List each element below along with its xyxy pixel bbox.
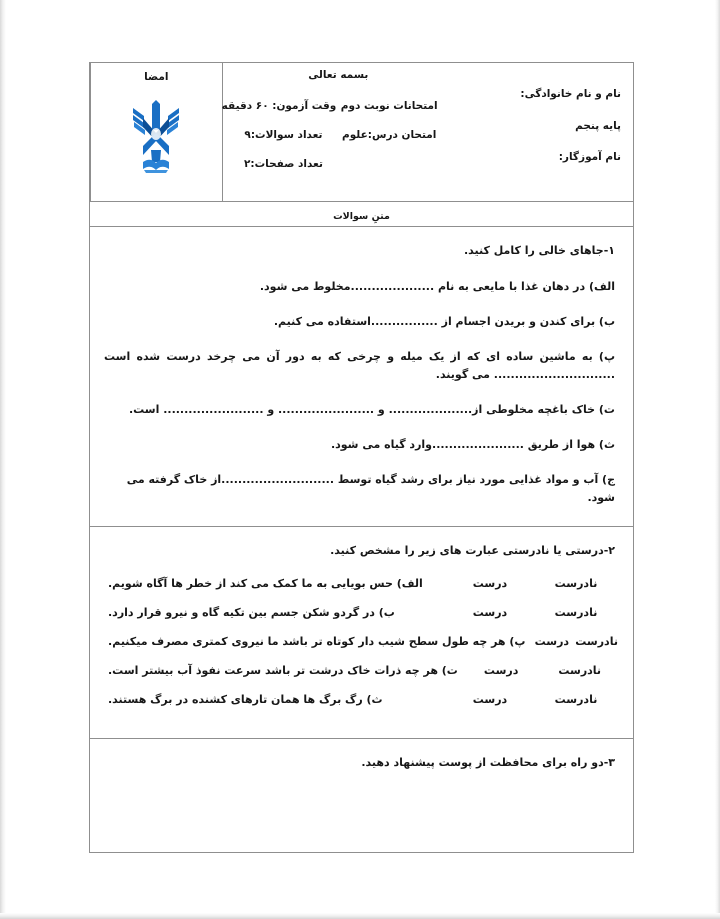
questions-band-label: متنِ سوالات	[333, 211, 390, 222]
field-full-name: نام و نام خانوادگی:	[520, 88, 621, 100]
question-3-block	[90, 739, 633, 852]
question-1-item-c: پ) به ماشین ساده ای که از یک میله و چرخی که به دور آن می چرخد درست شده است ............................. می گویند.	[104, 349, 615, 381]
question-1-item-b: ب) برای کندن و بریدن اجسام از ................استفاده می کنیم.	[273, 314, 615, 328]
page-edge-left	[0, 0, 6, 919]
question-2-a-false-option[interactable]: نادرست	[554, 577, 598, 591]
question-2-row-d	[104, 664, 619, 677]
question-2-row-e	[104, 693, 619, 706]
question-2-a-true-option[interactable]: درست	[472, 577, 508, 591]
question-2-statement-d: ت) هر چه ذرات خاک درشت تر باشد سرعت نفوذ آب بیشتر است.	[108, 664, 458, 678]
signature-column	[90, 63, 222, 201]
field-teacher-name: نام آموزگار:	[558, 151, 621, 163]
question-2-block	[90, 527, 633, 740]
question-2-c-false-option[interactable]: نادرست	[575, 635, 618, 649]
question-2-c-true-option[interactable]: درست	[534, 635, 570, 649]
question-2-row-a	[104, 577, 619, 590]
question-2-statement-c: پ) هر چه طول سطح شیب دار کوتاه تر باشد ما نیروی کمتری مصرف میکنیم.	[108, 635, 526, 649]
meta-term-label: امتحانات نوبت دوم	[340, 100, 438, 112]
page-edge-right	[715, 0, 720, 919]
exam-sheet-table	[89, 62, 634, 853]
question-2-d-false-option[interactable]: نادرست	[558, 664, 602, 678]
student-info-column	[454, 63, 633, 201]
question-2-title: ۲-درستی یا نادرستی عبارت های زیر را مشخص کنید.	[330, 543, 615, 557]
question-3-title: ۳-دو راه برای محافظت از پوست پیشنهاد دهید.	[361, 756, 615, 770]
question-1-block	[90, 227, 633, 527]
question-2-b-true-option[interactable]: درست	[472, 606, 508, 620]
question-2-statement-a: الف) حس بویایی به ما کمک می کند از خطر ها آگاه شویم.	[108, 577, 423, 591]
signature-label: امضا	[144, 71, 169, 83]
exam-header-row	[90, 63, 633, 202]
exam-meta-column	[222, 63, 455, 201]
meta-page-count-label: تعداد صفحات:۲	[243, 158, 323, 170]
islamic-azad-university-logo-icon	[130, 99, 182, 175]
exam-meta-grid	[221, 100, 451, 170]
question-1-item-f: ج) آب و مواد غذایی مورد نیاز برای رشد گیاه توسط ...........................از خاک گرفته می شود.	[126, 473, 615, 505]
question-1-item-d: ت) خاک باغچه مخلوطی از.................... و ....................... و ........................ است.	[128, 403, 615, 417]
meta-question-count-label: تعداد سوالات:۹	[244, 129, 323, 141]
question-2-e-false-option[interactable]: نادرست	[554, 693, 598, 707]
question-1-title: ۱-جاهای خالی را کامل کنید.	[464, 244, 615, 257]
question-1-item-a: الف) در دهان غذا با مایعی به نام ....................مخلوط می شود.	[259, 279, 615, 293]
question-2-statement-b: ب) در گردو شکن جسم بین تکیه گاه و نیرو قرار دارد.	[108, 606, 395, 620]
field-grade: پایه پنجم	[575, 119, 621, 132]
meta-row-term	[221, 100, 443, 112]
meta-row-subject	[231, 129, 443, 141]
meta-row-pages	[231, 158, 443, 170]
question-2-row-b	[104, 606, 619, 619]
question-2-e-true-option[interactable]: درست	[472, 693, 508, 707]
question-2-statement-e: ث) رگ برگ ها همان تارهای کشنده در برگ هستند.	[108, 693, 383, 707]
meta-subject-label: امتحان درس:علوم	[342, 129, 437, 141]
basmala-text: بسمه تعالی	[308, 69, 369, 81]
questions-section-band	[90, 202, 633, 227]
page-edge-bottom	[0, 913, 720, 919]
meta-duration-label: وقت آزمون: ۶۰ دقیقه	[221, 100, 337, 112]
question-2-d-true-option[interactable]: درست	[483, 664, 519, 678]
question-2-b-false-option[interactable]: نادرست	[554, 606, 598, 620]
question-2-row-c	[104, 635, 619, 648]
question-1-item-e: ث) هوا از طریق ......................وارد گیاه می شود.	[330, 438, 615, 452]
